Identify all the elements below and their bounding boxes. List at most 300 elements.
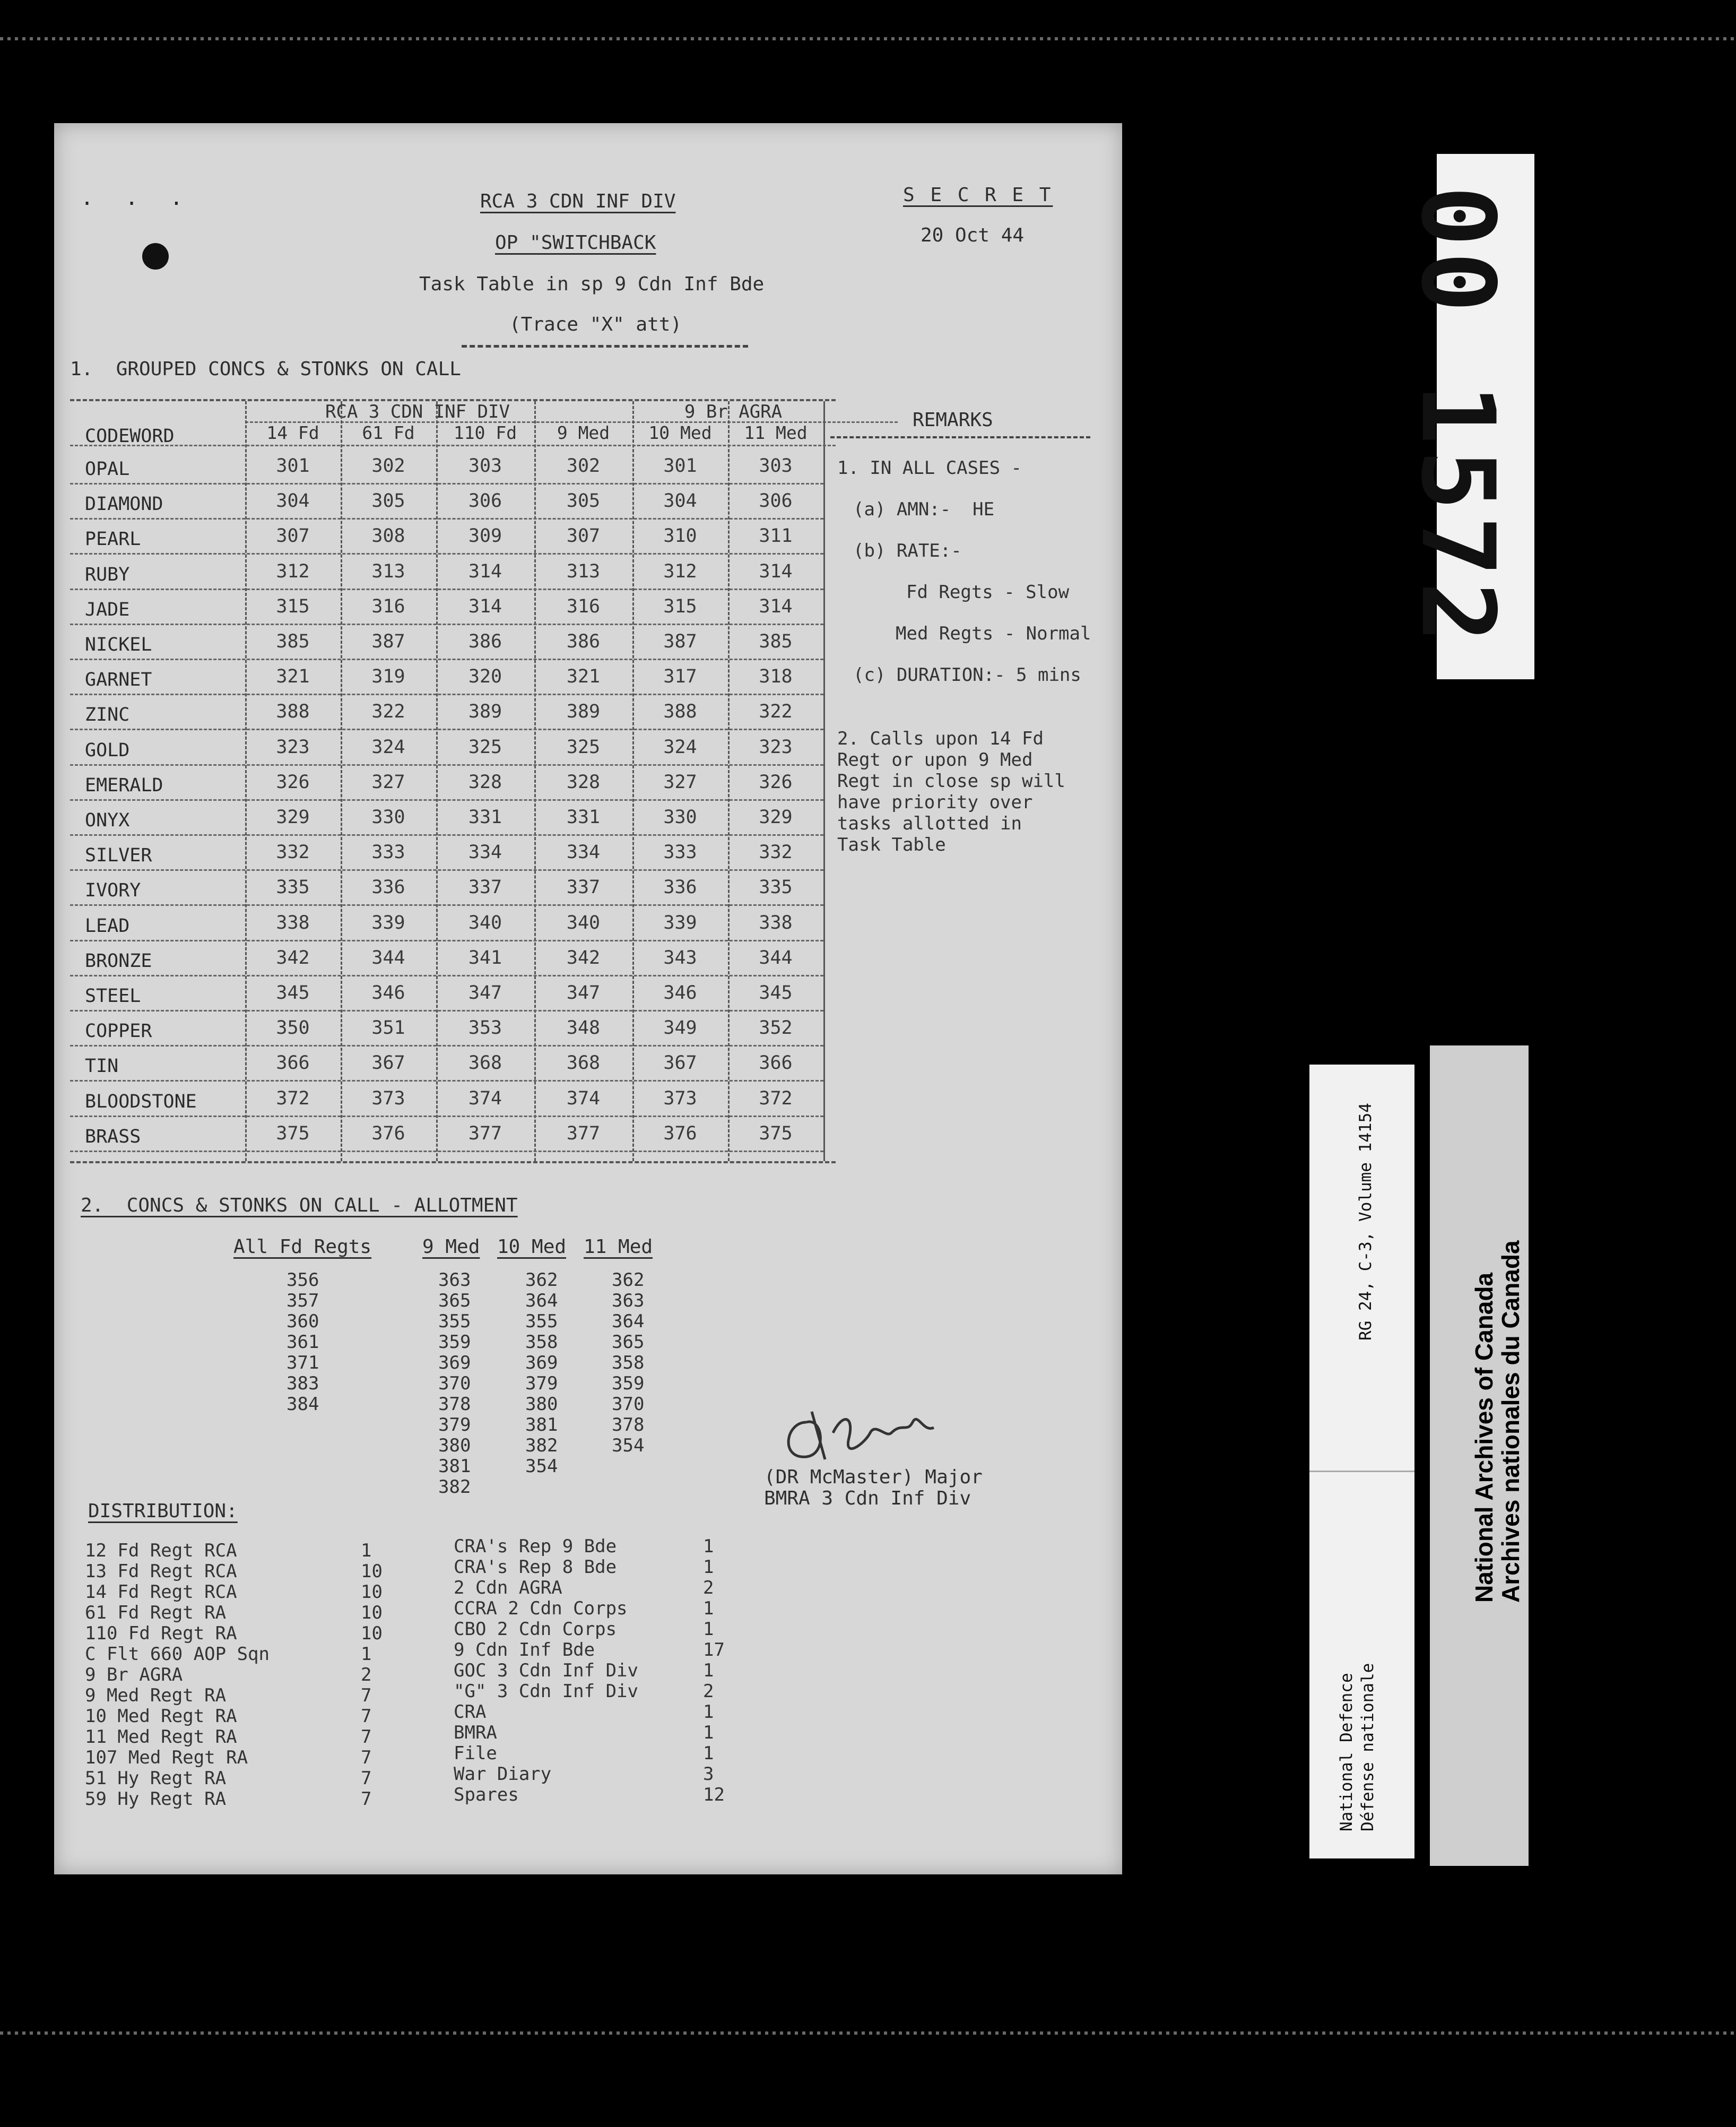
row-divider (70, 518, 823, 520)
row-divider (70, 1151, 823, 1152)
codeword-cell: ZINC (85, 704, 130, 726)
task-cell: 306 (759, 490, 793, 512)
distribution-recipient: Spares (454, 1784, 519, 1805)
task-cell: 338 (276, 912, 310, 933)
task-cell: 313 (371, 560, 405, 582)
task-cell: 336 (663, 877, 697, 898)
codeword-cell: TIN (85, 1056, 119, 1077)
film-edge-bottom (0, 2031, 1736, 2035)
distribution-copies: 12 (703, 1784, 725, 1805)
task-cell: 312 (276, 560, 310, 582)
task-cell: 337 (566, 877, 601, 898)
handwritten-signature (775, 1401, 944, 1470)
task-cell: 320 (468, 666, 502, 688)
task-cell: 328 (468, 771, 502, 793)
allotment-value: 365 (612, 1331, 645, 1353)
task-cell: 353 (468, 1017, 502, 1039)
task-cell: 387 (663, 631, 697, 652)
remark-line: tasks allotted in (837, 813, 1022, 834)
task-cell: 352 (759, 1017, 793, 1039)
task-cell: 329 (276, 807, 310, 828)
task-cell: 333 (663, 842, 697, 863)
distribution-copies: 7 (361, 1788, 372, 1810)
codeword-cell: EMERALD (85, 774, 163, 796)
distribution-copies: 7 (361, 1726, 372, 1748)
task-cell: 342 (276, 947, 310, 969)
allotment-value: 357 (287, 1290, 319, 1311)
allotment-value: 363 (612, 1290, 645, 1311)
distribution-row (454, 1722, 714, 1743)
task-cell: 367 (371, 1052, 405, 1074)
task-cell: 314 (759, 595, 793, 617)
allot-list-9-med (438, 1269, 471, 1497)
task-cell: 323 (276, 736, 310, 758)
remarks-divider (823, 401, 825, 1161)
distribution-copies: 1 (703, 1598, 714, 1619)
distribution-copies: 10 (361, 1561, 383, 1582)
task-cell: 315 (276, 595, 310, 617)
task-cell: 345 (276, 982, 310, 1004)
task-cell: 328 (566, 771, 601, 793)
distribution-row (85, 1726, 372, 1748)
distribution-copies: 7 (361, 1747, 372, 1768)
task-cell: 377 (468, 1122, 502, 1144)
distribution-row (85, 1664, 372, 1685)
distribution-row (85, 1581, 383, 1603)
distribution-copies: 7 (361, 1768, 372, 1789)
section1-title (70, 360, 461, 379)
task-cell: 341 (468, 947, 502, 969)
distribution-recipient: 10 Med Regt RA (85, 1706, 237, 1727)
distribution-copies: 1 (703, 1536, 714, 1557)
row-divider (70, 975, 823, 976)
distribution-recipient: 107 Med Regt RA (85, 1747, 248, 1768)
column-header-5: 11 Med (744, 422, 808, 443)
task-cell: 349 (663, 1017, 697, 1039)
codeword-cell: LEAD (85, 915, 130, 937)
allot-list-11-med (612, 1269, 644, 1456)
distribution-row (454, 1577, 714, 1598)
distribution-row (85, 1623, 383, 1644)
task-cell: 388 (276, 701, 310, 723)
row-divider (70, 904, 823, 906)
task-cell: 325 (566, 736, 601, 758)
codeword-cell: GOLD (85, 739, 130, 761)
distribution-recipient: CRA (454, 1701, 487, 1723)
task-cell: 388 (663, 701, 697, 723)
allotment-value: 369 (525, 1352, 558, 1373)
task-cell: 304 (276, 490, 310, 512)
allotment-value: 369 (438, 1352, 471, 1373)
allotment-value: 362 (612, 1269, 645, 1291)
allotment-value: 381 (438, 1456, 471, 1477)
codeword-cell: PEARL (85, 529, 141, 550)
allotment-value: 379 (525, 1373, 558, 1394)
allot-header-11-med: 11 Med (584, 1236, 653, 1258)
row-divider (70, 834, 823, 836)
section2-title: 2. CONCS & STONKS ON CALL - ALLOTMENT (81, 1195, 518, 1216)
task-cell: 326 (759, 771, 793, 793)
distribution-recipient: 110 Fd Regt RA (85, 1623, 237, 1644)
task-cell: 317 (663, 666, 697, 688)
signature-name: (DR McMaster) Major (764, 1466, 983, 1488)
distribution-recipient: CCRA 2 Cdn Corps (454, 1598, 628, 1619)
task-cell: 314 (468, 595, 502, 617)
allotment-value: 363 (438, 1269, 471, 1291)
distribution-copies: 1 (361, 1540, 372, 1561)
task-cell: 324 (663, 736, 697, 758)
task-cell: 372 (759, 1087, 793, 1109)
archives-name-en: National Archives of Canada (1470, 1272, 1498, 1603)
task-cell: 304 (663, 490, 697, 512)
distribution-recipient: 61 Fd Regt RA (85, 1602, 227, 1623)
task-cell: 351 (371, 1017, 405, 1039)
distribution-copies: 7 (361, 1706, 372, 1727)
task-cell: 374 (468, 1087, 502, 1109)
distribution-row (454, 1701, 714, 1723)
task-cell: 313 (566, 560, 601, 582)
task-cell: 305 (566, 490, 601, 512)
distribution-row (454, 1557, 714, 1578)
task-cell: 321 (566, 666, 601, 688)
distribution-recipient: "G" 3 Cdn Inf Div (454, 1681, 638, 1702)
distribution-copies: 1 (703, 1701, 714, 1723)
task-cell: 302 (566, 455, 601, 477)
distribution-row (454, 1681, 714, 1702)
stray-marks: . . . (81, 186, 193, 210)
distribution-row (85, 1561, 383, 1582)
task-cell: 385 (276, 631, 310, 652)
row-divider (70, 694, 823, 695)
codeword-cell: RUBY (85, 564, 130, 585)
task-cell: 332 (276, 842, 310, 863)
codeword-cell: BLOODSTONE (85, 1091, 197, 1112)
archives-name-fr: Archives nationales du Canada (1497, 1240, 1524, 1603)
distribution-recipient: C Flt 660 AOP Sqn (85, 1644, 270, 1665)
distribution-recipient: 51 Hy Regt RA (85, 1768, 227, 1789)
department-en: National Defence (1337, 1673, 1356, 1831)
task-cell: 387 (371, 631, 405, 652)
distribution-row (454, 1639, 725, 1661)
codeword-cell: STEEL (85, 985, 141, 1007)
task-cell: 377 (566, 1122, 601, 1144)
allotment-value: 384 (287, 1394, 319, 1415)
distribution-recipient: 9 Med Regt RA (85, 1685, 227, 1706)
task-cell: 344 (759, 947, 793, 969)
task-cell: 330 (371, 807, 405, 828)
task-cell: 335 (276, 877, 310, 898)
allotment-value: 382 (525, 1435, 558, 1456)
task-cell: 334 (468, 842, 502, 863)
distribution-recipient: 11 Med Regt RA (85, 1726, 237, 1748)
remark-line: Task Table (837, 834, 946, 855)
task-cell: 329 (759, 807, 793, 828)
remark-line: have priority over (837, 792, 1033, 813)
row-divider (70, 1045, 823, 1047)
distribution-copies: 1 (703, 1660, 714, 1681)
allotment-value: 378 (612, 1414, 645, 1436)
task-cell: 367 (663, 1052, 697, 1074)
section1-title-text: 1. GROUPED CONCS & STONKS ON CALL (70, 358, 461, 380)
allotment-value: 379 (438, 1414, 471, 1436)
allotment-value: 360 (287, 1311, 319, 1332)
row-divider (70, 483, 823, 485)
task-cell: 386 (468, 631, 502, 652)
codeword-cell: GARNET (85, 669, 152, 691)
operation-name: OP "SWITCHBACK (495, 232, 656, 254)
remark-line: 1. IN ALL CASES - (837, 457, 1022, 479)
task-cell: 339 (371, 912, 405, 933)
task-cell: 368 (468, 1052, 502, 1074)
row-divider (70, 940, 823, 941)
remark-line: Med Regts - Normal (896, 623, 1091, 644)
distribution-recipient: CBO 2 Cdn Corps (454, 1619, 617, 1640)
task-cell: 376 (371, 1122, 405, 1144)
row-divider (70, 624, 823, 625)
distribution-recipient: 9 Br AGRA (85, 1664, 183, 1685)
codeword-cell: NICKEL (85, 634, 152, 655)
label-divider (1309, 1471, 1414, 1472)
distribution-row (85, 1768, 372, 1789)
column-header-4: 10 Med (648, 422, 712, 443)
archives-label (1430, 1045, 1529, 1866)
remark-line: (b) RATE:- (853, 540, 962, 561)
allotment-value: 382 (438, 1476, 471, 1498)
distribution-right (454, 1536, 725, 1805)
remarks-underline (830, 436, 1090, 438)
task-cell: 308 (371, 525, 405, 547)
task-cell: 342 (566, 947, 601, 969)
allot-header-9-med: 9 Med (422, 1236, 480, 1258)
task-cell: 335 (759, 877, 793, 898)
task-cell: 321 (276, 666, 310, 688)
remark-line: (a) AMN:- HE (853, 499, 995, 520)
task-cell: 323 (759, 736, 793, 758)
allotment-value: 358 (612, 1352, 645, 1373)
allotment-value: 364 (525, 1290, 558, 1311)
task-cell: 310 (663, 525, 697, 547)
task-cell: 314 (759, 560, 793, 582)
distribution-row (85, 1747, 372, 1768)
row-divider (70, 1080, 823, 1082)
task-cell: 325 (468, 736, 502, 758)
frame-number: 00 1572 (1399, 186, 1516, 648)
codeword-cell: COPPER (85, 1021, 152, 1042)
task-heading: Task Table in sp 9 Cdn Inf Bde (419, 273, 765, 295)
task-cell: 374 (566, 1087, 601, 1109)
allot-header-10-med: 10 Med (497, 1236, 567, 1258)
task-cell: 372 (276, 1087, 310, 1109)
allot-header-all-fd: All Fd Regts (233, 1236, 372, 1258)
unit-heading: RCA 3 CDN INF DIV (480, 191, 676, 212)
codeword-header: CODEWORD (85, 426, 175, 447)
task-cell: 346 (371, 982, 405, 1004)
task-cell: 309 (468, 525, 502, 547)
header-divider (462, 345, 748, 348)
allotment-value: 355 (525, 1311, 558, 1332)
allotment-value: 359 (612, 1373, 645, 1394)
film-edge-top (0, 37, 1736, 40)
task-cell: 318 (759, 666, 793, 688)
distribution-recipient: 2 Cdn AGRA (454, 1577, 562, 1598)
allotment-value: 355 (438, 1311, 471, 1332)
row-divider (70, 589, 823, 590)
remarks-header: REMARKS (913, 409, 993, 431)
document-date: 20 Oct 44 (921, 224, 1025, 246)
distribution-left (85, 1540, 383, 1810)
allotment-value: 370 (612, 1394, 645, 1415)
classification: S E C R E T (903, 184, 1053, 206)
task-cell: 345 (759, 982, 793, 1004)
allotment-value: 371 (287, 1352, 319, 1373)
distribution-copies: 10 (361, 1602, 383, 1623)
distribution-recipient: File (454, 1743, 497, 1764)
codeword-cell: IVORY (85, 880, 141, 902)
task-cell: 376 (663, 1122, 697, 1144)
task-cell: 307 (276, 525, 310, 547)
allotment-value: 354 (525, 1456, 558, 1477)
task-cell: 316 (371, 595, 405, 617)
task-cell: 316 (566, 595, 601, 617)
task-cell: 338 (759, 912, 793, 933)
archive-reference: RG 24, C-3, Volume 14154 (1356, 1103, 1375, 1341)
distribution-row (85, 1788, 372, 1810)
task-cell: 340 (566, 912, 601, 933)
allotment-value: 365 (438, 1290, 471, 1311)
remark-line: Fd Regts - Slow (906, 582, 1070, 603)
remark-line: Regt in close sp will (837, 771, 1065, 792)
distribution-recipient: GOC 3 Cdn Inf Div (454, 1660, 638, 1681)
task-cell: 340 (468, 912, 502, 933)
row-divider (70, 764, 823, 766)
distribution-row (454, 1598, 714, 1619)
distribution-row (85, 1644, 372, 1665)
codeword-cell: JADE (85, 599, 130, 620)
task-cell: 389 (566, 701, 601, 723)
distribution-row (85, 1540, 372, 1561)
allotment-value: 380 (438, 1435, 471, 1456)
distribution-copies: 2 (361, 1664, 372, 1685)
task-cell: 307 (566, 525, 601, 547)
codeword-cell: OPAL (85, 459, 130, 480)
distribution-recipient: CRA's Rep 9 Bde (454, 1536, 617, 1557)
task-cell: 322 (759, 701, 793, 723)
distribution-copies: 1 (361, 1644, 372, 1665)
distribution-recipient: 12 Fd Regt RCA (85, 1540, 237, 1561)
allotment-value: 381 (525, 1414, 558, 1436)
task-cell: 301 (276, 455, 310, 477)
task-cell: 347 (566, 982, 601, 1004)
distribution-copies: 10 (361, 1623, 383, 1644)
task-cell: 315 (663, 595, 697, 617)
frame-number-label (1399, 154, 1534, 679)
distribution-row (454, 1784, 725, 1805)
distribution-row (85, 1706, 372, 1727)
distribution-copies: 2 (703, 1681, 714, 1702)
task-cell: 373 (663, 1087, 697, 1109)
distribution-row (454, 1536, 714, 1557)
codeword-cell: ONYX (85, 810, 130, 831)
distribution-row (454, 1743, 714, 1764)
task-cell: 337 (468, 877, 502, 898)
task-cell: 326 (276, 771, 310, 793)
row-divider (70, 869, 823, 871)
distribution-title: DISTRIBUTION: (88, 1500, 238, 1522)
task-cell: 350 (276, 1017, 310, 1039)
task-cell: 347 (468, 982, 502, 1004)
reference-label (1309, 1065, 1414, 1858)
task-cell: 366 (759, 1052, 793, 1074)
allotment-value: 361 (287, 1331, 319, 1353)
task-table (70, 399, 836, 1163)
distribution-row (85, 1602, 383, 1623)
column-header-0: 14 Fd (266, 422, 319, 443)
task-cell: 324 (371, 736, 405, 758)
task-cell: 301 (663, 455, 697, 477)
task-cell: 334 (566, 842, 601, 863)
remark-line: Regt or upon 9 Med (837, 749, 1033, 771)
task-cell: 366 (276, 1052, 310, 1074)
task-cell: 373 (371, 1087, 405, 1109)
distribution-row (454, 1619, 714, 1640)
distribution-copies: 1 (703, 1619, 714, 1640)
allotment-value: 370 (438, 1373, 471, 1394)
signature-title: BMRA 3 Cdn Inf Div (764, 1488, 971, 1509)
codeword-cell: DIAMOND (85, 494, 163, 515)
distribution-recipient: 9 Cdn Inf Bde (454, 1639, 595, 1661)
distribution-row (454, 1763, 714, 1785)
codeword-cell: BRASS (85, 1126, 141, 1147)
task-cell: 346 (663, 982, 697, 1004)
task-cell: 312 (663, 560, 697, 582)
column-header-1: 61 Fd (362, 422, 415, 443)
task-cell: 339 (663, 912, 697, 933)
allotment-value: 383 (287, 1373, 319, 1394)
task-cell: 385 (759, 631, 793, 652)
distribution-copies: 1 (703, 1743, 714, 1764)
task-cell: 322 (371, 701, 405, 723)
allotment-value: 354 (612, 1435, 645, 1456)
task-cell: 375 (276, 1122, 310, 1144)
task-cell: 327 (663, 771, 697, 793)
task-cell: 344 (371, 947, 405, 969)
distribution-copies: 10 (361, 1581, 383, 1603)
task-cell: 375 (759, 1122, 793, 1144)
task-cell: 311 (759, 525, 793, 547)
task-cell: 330 (663, 807, 697, 828)
task-cell: 348 (566, 1017, 601, 1039)
task-cell: 333 (371, 842, 405, 863)
distribution-copies: 7 (361, 1685, 372, 1706)
distribution-recipient: CRA's Rep 8 Bde (454, 1557, 617, 1578)
row-divider (70, 799, 823, 801)
task-cell: 314 (468, 560, 502, 582)
column-header-3: 9 Med (557, 422, 610, 443)
allotment-value: 359 (438, 1331, 471, 1353)
group-rca-header: RCA 3 CDN INF DIV (325, 401, 510, 422)
allotment-value: 358 (525, 1331, 558, 1353)
distribution-recipient: BMRA (454, 1722, 497, 1743)
codeword-cell: BRONZE (85, 950, 152, 972)
task-cell: 327 (371, 771, 405, 793)
allot-list-10-med (525, 1269, 558, 1476)
row-divider (70, 553, 823, 555)
task-cell: 305 (371, 490, 405, 512)
task-cell: 368 (566, 1052, 601, 1074)
task-cell: 343 (663, 947, 697, 969)
row-divider (70, 1116, 823, 1117)
allotment-value: 380 (525, 1394, 558, 1415)
